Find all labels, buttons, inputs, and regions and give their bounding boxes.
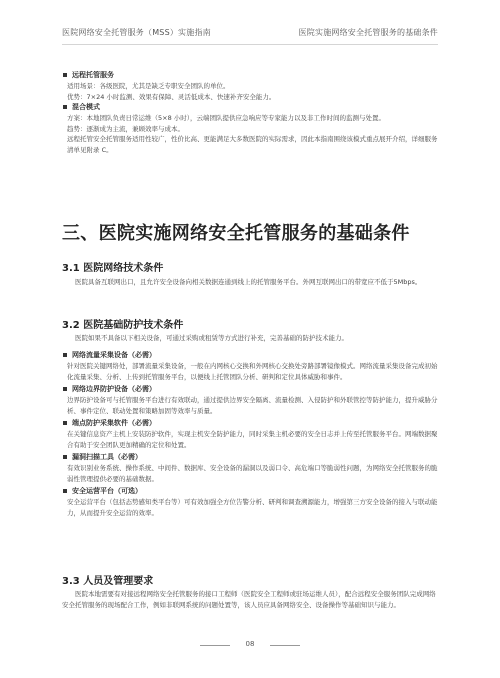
subsection-3-3-title: 3.3 人员及管理要求 (62, 576, 154, 587)
list-item (62, 486, 438, 518)
item-title: 网络流量采集设备（必需） (62, 350, 438, 361)
item-title: 网络边界防护设备（必需） (62, 384, 438, 395)
item-body: 针对医院关键网络处，部署流量采集设备，一般在内网核心交换和外网核心交换处旁路部署镜像模式。网络流量采集设备完成初始化流量采集、分析、上传到托管服务平台，以便线上托管团队分析、研判和定位具体威胁和事件。 (67, 362, 438, 381)
list-item (62, 418, 438, 450)
item-body: 安全运营平台（包括态势感知类平台等）可有效加强全方位告警分析、研判和调查溯源能力，增强第三方安全设备的接入与联动能力，从而提升安全运营的效率。 (67, 498, 438, 517)
subsection-3-3-body: 医院本地需要有对接远程网络安全托管服务的接口工程师（医院安全工程师或驻场运维人员），配合远程安全服务团队完成网络安全托管服务的现场配合工作，例如非联网系统的问题处置等，该人员应具备网络安全、设备操作等基础知识与能力。 (62, 590, 436, 609)
service-modes-block (62, 70, 438, 155)
hybrid-mode-plan: 方案：本地团队负责日常运维（5×8 小时），云端团队提供应急响应等专家能力以及非工作时间的监测与处置。 (67, 114, 386, 122)
subsection-3-1-body: 医院具备互联网出口，且允许安全设备向相关数据连通到线上的托管服务平台。外网互联网出口的带宽应不低于5Mbps。 (75, 278, 422, 286)
list-item (62, 350, 438, 382)
list-item (62, 452, 438, 484)
subsection-3-2-intro: 医院如果不具备以下相关设备，可通过采购或租赁等方式进行补充，完善基础的防护技术能力。 (75, 334, 348, 342)
section-title: 三、医院实施网络安全托管服务的基础条件 (62, 223, 410, 244)
item-body: 有效识别业务系统、操作系统、中间件、数据库、安全设备的漏洞以及弱口令、高危端口等脆弱性问题，为网络安全托管服务的脆弱性管理提供必要的基础数据。 (67, 464, 438, 483)
list-item (62, 384, 438, 416)
remote-service-scope: 适用场景：各级医院，尤其是缺乏专职安全团队的单位。 (67, 82, 230, 90)
header-divider (62, 44, 438, 45)
protection-items-list (62, 350, 438, 520)
hybrid-mode-title: 混合模式 (62, 102, 438, 113)
page-number: 08 (245, 640, 255, 648)
header-doc-title: 医院网络安全托管服务（MSS）实施指南 (62, 28, 211, 37)
item-body: 边界防护设备可与托管服务平台进行有效联动，通过提供边界安全隔离、流量检测、入侵防护和外联管控等防护能力，提升威胁分析、事件定位、联动处置和策略加固等效率与质量。 (67, 396, 438, 415)
hybrid-mode-trend: 趋势：逐渐成为主流，兼顾效率与成本。 (67, 124, 184, 133)
remote-service-title: 远程托管服务 (62, 70, 438, 81)
item-title: 端点防护采集软件（必需） (62, 418, 438, 429)
item-title: 漏洞扫描工具（必需） (62, 452, 438, 463)
header-chapter-title: 医院实施网络安全托管服务的基础条件 (298, 28, 438, 37)
service-summary: 远程托管安全托管服务适用性较广，性价比高、更能满足大多数医院的实际需求，因此本指南围绕该模式重点展开介绍，详细服务清单见附录 C。 (67, 135, 438, 154)
item-title: 安全运营平台（可选） (62, 486, 438, 497)
footer-rule-right (270, 645, 300, 646)
subsection-3-2-title: 3.2 医院基础防护技术条件 (62, 320, 184, 331)
subsection-3-1-title: 3.1 医院网络技术条件 (62, 263, 164, 274)
item-body: 在关键信息资产主机上安装防护软件，实现主机安全防护能力，同时采集主机必要的安全日志并上传至托管服务平台。网端数据聚合有助于安全团队更加精确的定位和处置。 (67, 430, 438, 449)
remote-service-advantage: 优势：7×24 小时监测、效果有保障、灵活低成本、快速补齐安全能力。 (67, 92, 276, 101)
